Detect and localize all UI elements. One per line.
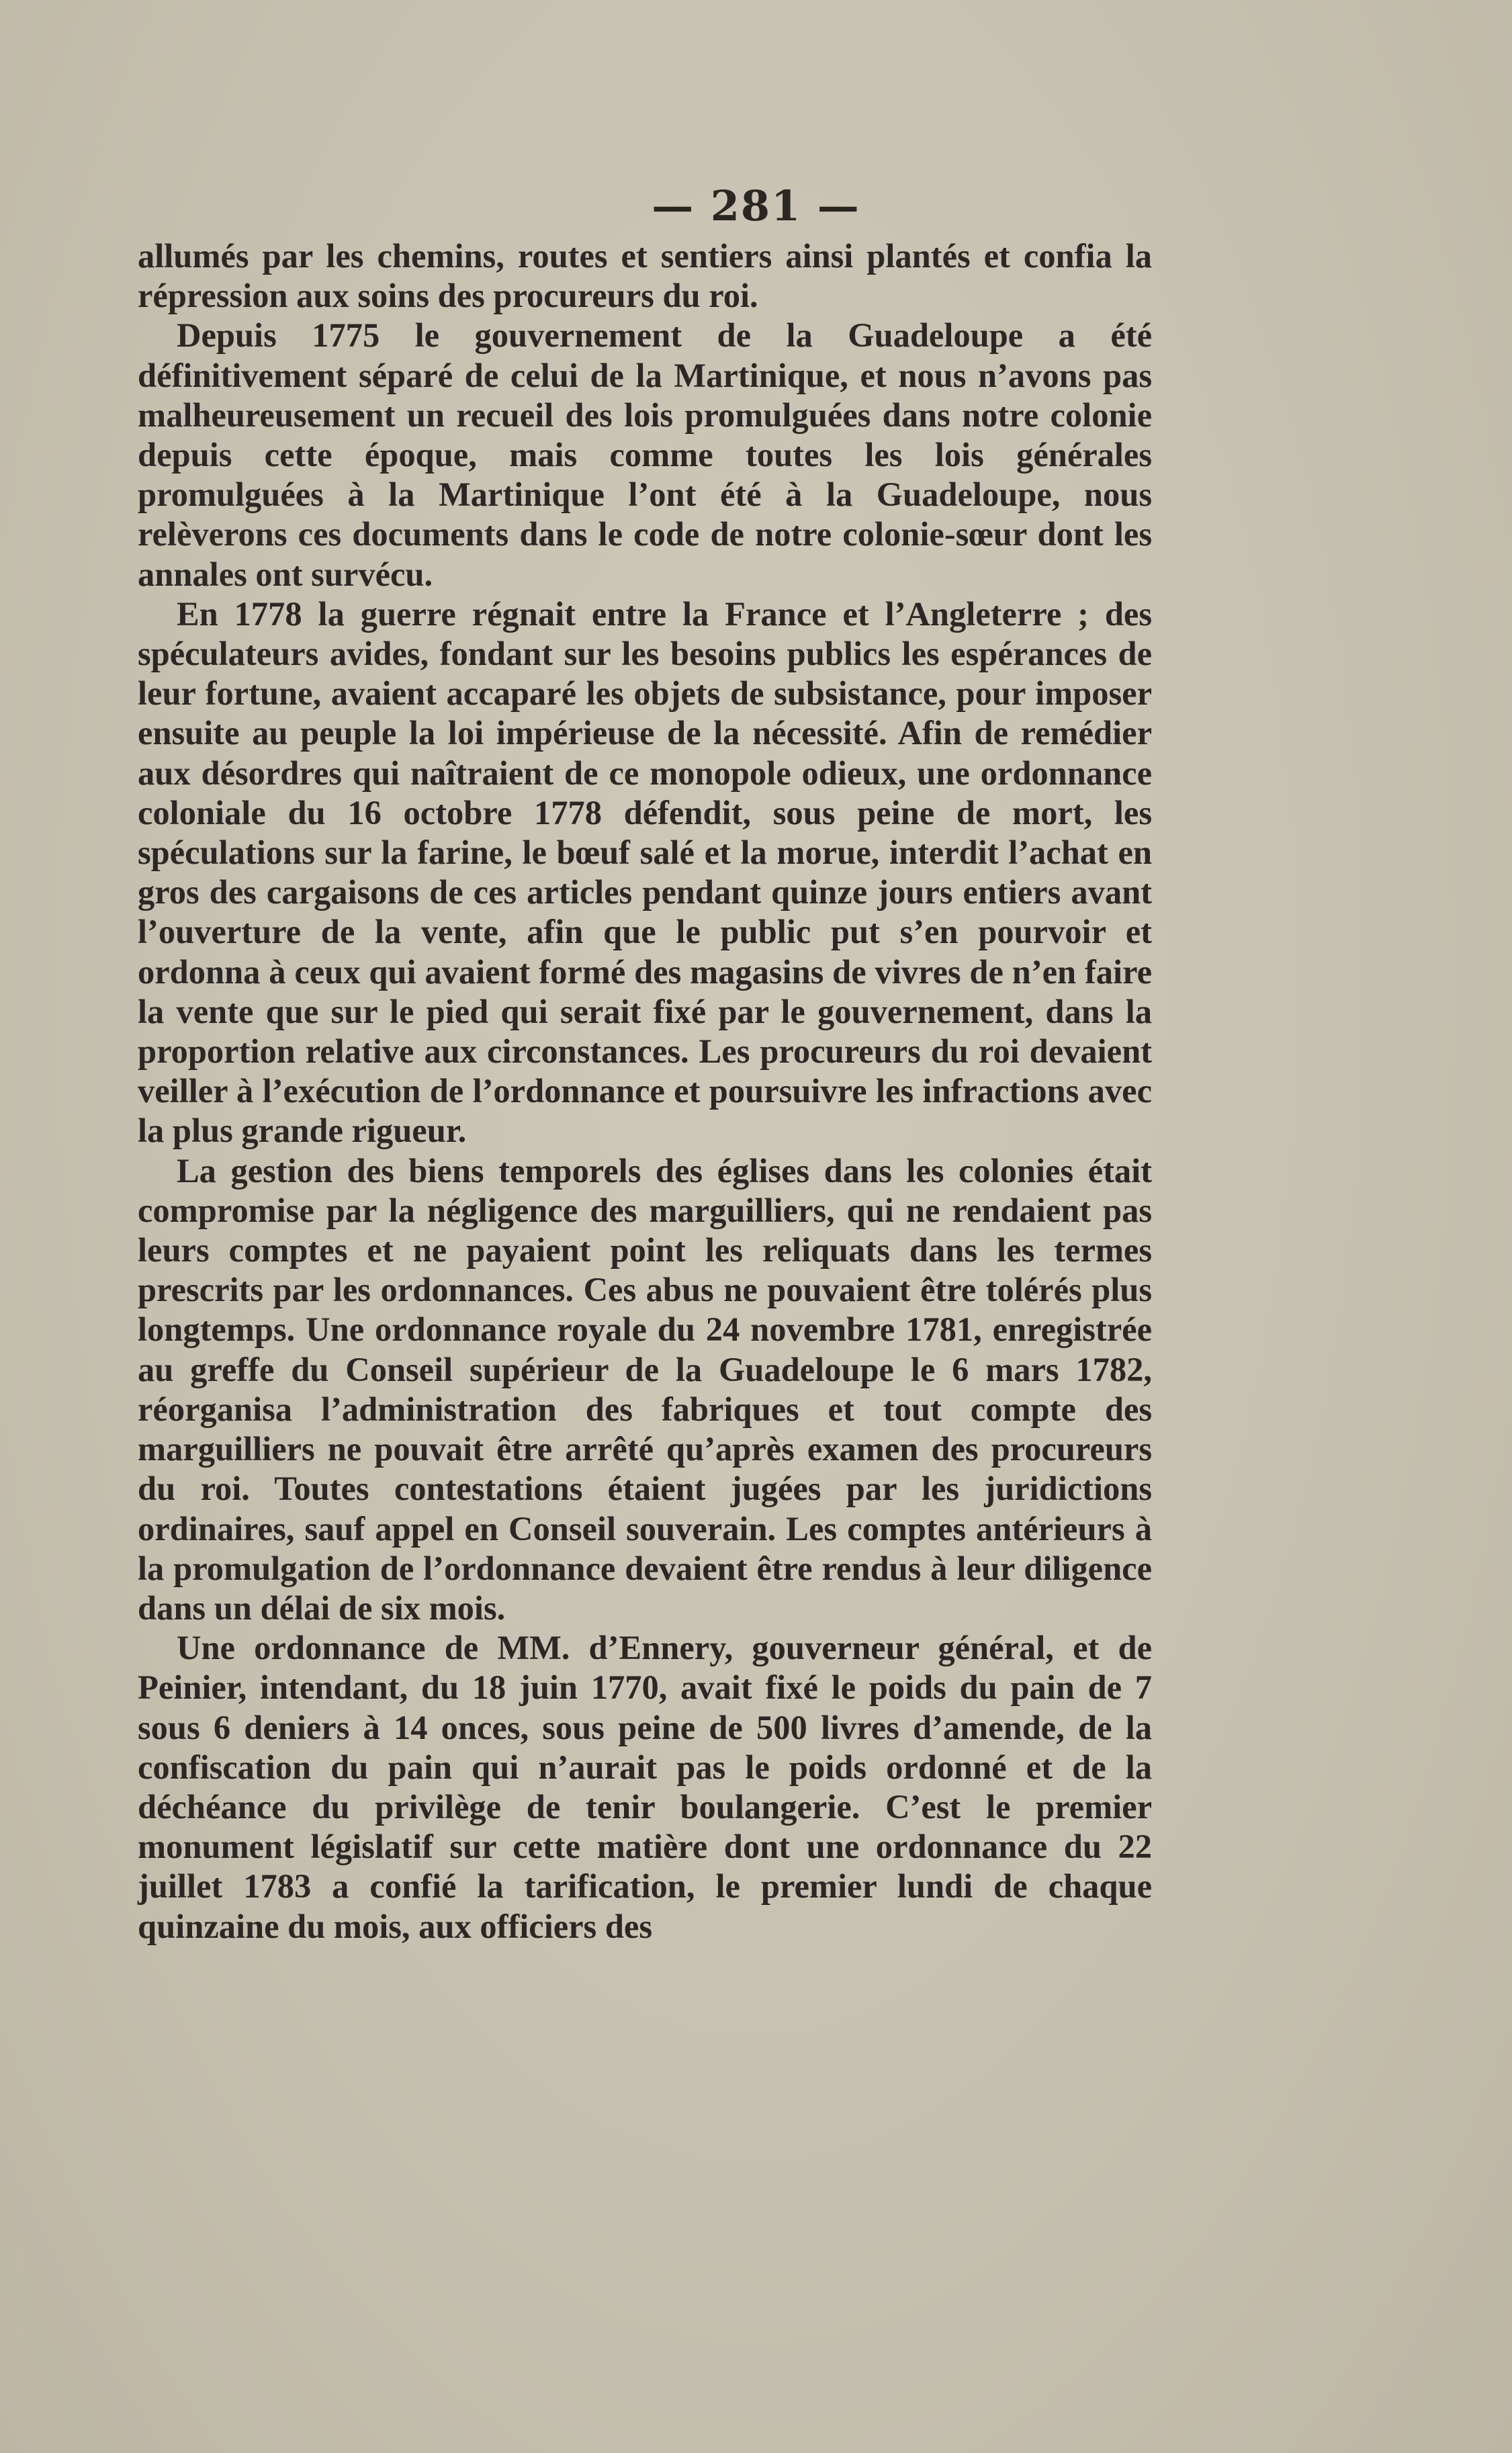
paragraph-war-1778: En 1778 la guerre régnait entre la France et l’Angleterre ; des spéculateurs avides, fondant sur les besoins publics les espérances de leur fortune, avaient accaparé les objets de subsistance, pour imposer ensuite au peuple la loi impérieuse de la nécessité. Afin de remédier aux désordres qui naîtraient de ce monopole odieux, une ordonnance coloniale du 16 octobre 1778 défendit, sous peine de mort, les spéculations sur la farine, le bœuf salé et la morue, interdit l’achat en gros des cargaisons de ces articles pendant quinze jours entiers avant l’ouverture de la vente, afin que le public put s’en pourvoir et ordonna à ceux qui avaient formé des magasins de vivres de n’en faire la vente que sur le pied qui serait fixé par le gouvernement, dans la proportion relative aux circonstances. Les procureurs du roi devaient veiller à l’exécution de l’ordonnance et poursuivre les infractions avec la plus grande rigueur. (138, 594, 1152, 1150)
paragraph-guadeloupe-laws: Depuis 1775 le gouvernement de la Guadeloupe a été définitivement séparé de celui de la Martinique, et nous n’avons pas malheureusement un recueil des lois promulguées dans notre colonie depuis cette époque, mais comme toutes les lois générales promulguées à la Martinique l’ont été à la Guadeloupe, nous relèverons ces documents dans le code de notre colonie-sœur dont les annales ont survécu. (138, 316, 1152, 593)
paragraph-church-property: La gestion des biens temporels des églises dans les colonies était compromise par la négligence des marguilliers, qui ne rendaient pas leurs comptes et ne payaient point les reliquats dans les termes prescrits par les ordonnances. Ces abus ne pouvaient être tolérés plus longtemps. Une ordonnance royale du 24 novembre 1781, enregistrée au greffe du Conseil supérieur de la Guadeloupe le 6 mars 1782, réorganisa l’administration des fabriques et tout compte des marguilliers ne pouvait être arrêté qu’après examen des procureurs du roi. Toutes contestations étaient jugées par les juridictions ordinaires, sauf appel en Conseil souverain. Les comptes antérieurs à la promulgation de l’ordonnance devaient être rendus à leur diligence dans un délai de six mois. (138, 1151, 1152, 1627)
paragraph-bread-ordinance: Une ordonnance de MM. d’Ennery, gouverneur général, et de Peinier, intendant, du 18 juin 1770, avait fixé le poids du pain de 7 sous 6 deniers à 14 onces, sous peine de 500 livres d’amende, de la confiscation du pain qui n’aurait pas le poids ordonné et de la déchéance du privilège de tenir boulangerie. C’est le premier monument législatif sur cette matière dont une ordonnance du 22 juillet 1783 a confié la tarification, le premier lundi de chaque quinzaine du mois, aux officiers des (138, 1629, 1152, 1945)
body-text (138, 236, 1152, 1947)
paragraph-continuation: allumés par les chemins, routes et sentiers ainsi plantés et confia la répression aux soins des procureurs du roi. (138, 237, 1152, 315)
page-number: — 281 — (652, 181, 860, 230)
